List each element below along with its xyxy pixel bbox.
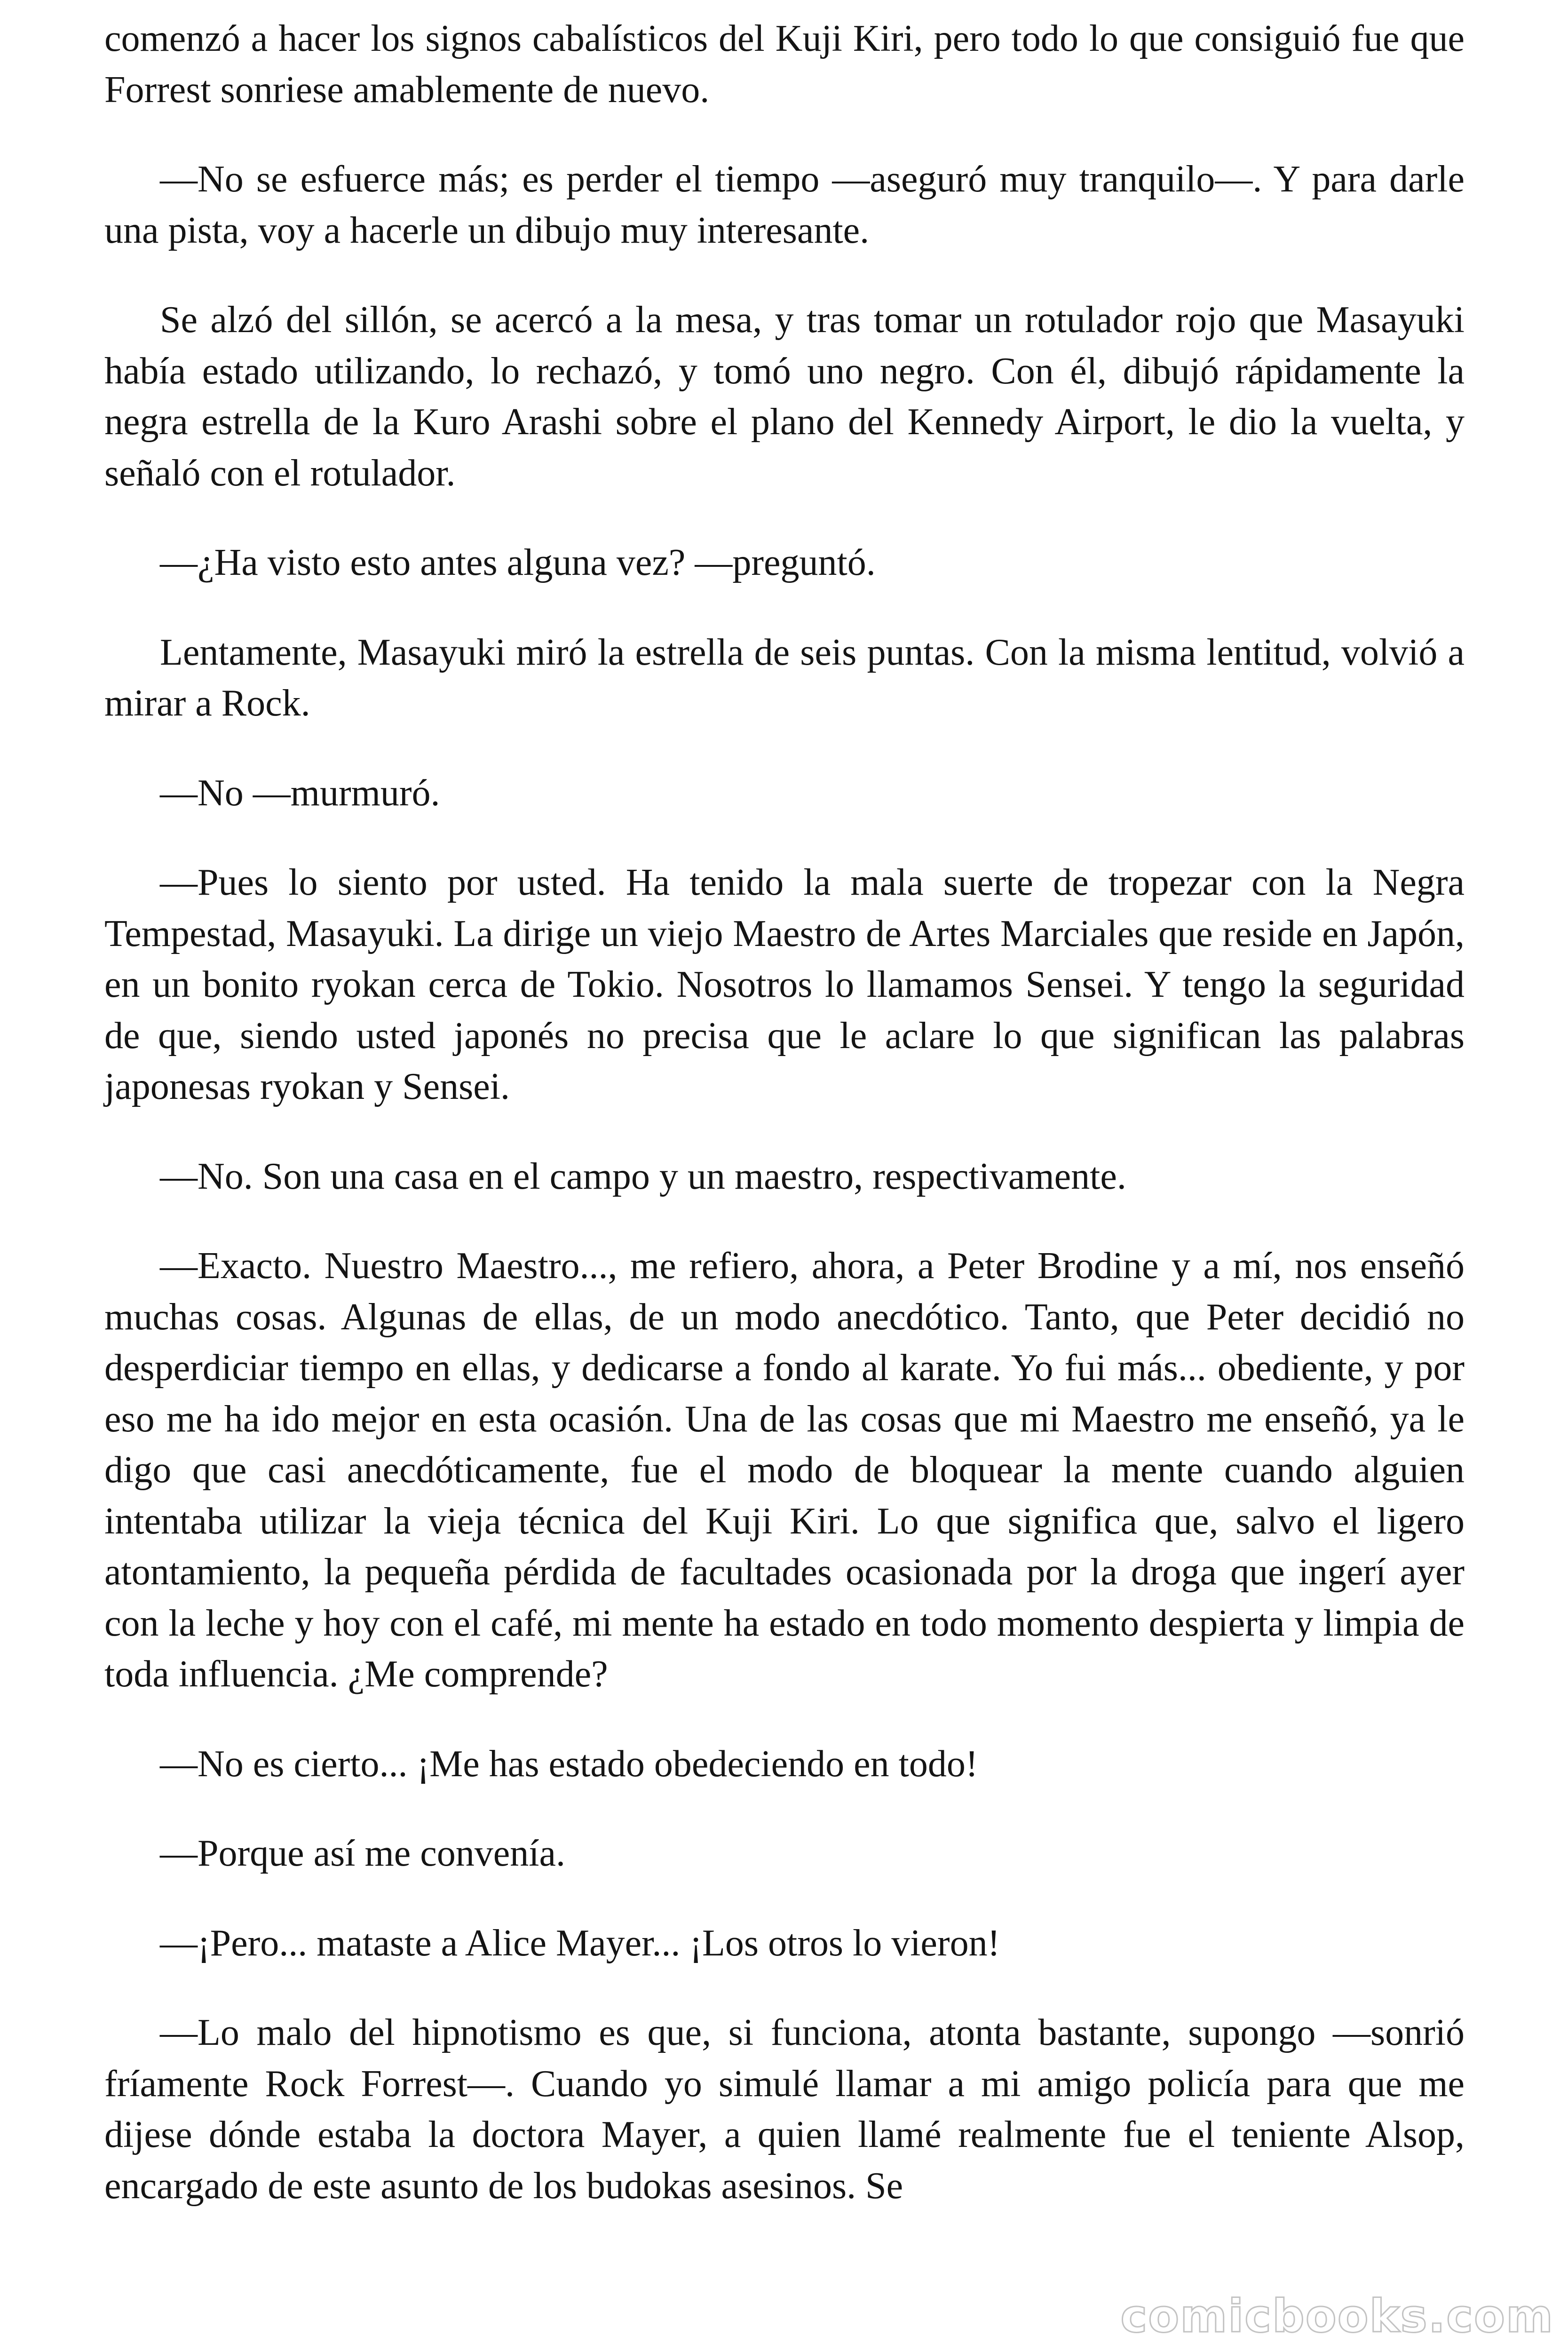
paragraph-dialogue: —¡Pero... mataste a Alice Mayer... ¡Los otros lo vieron! <box>160 1922 1000 1964</box>
paragraph-narration: Se alzó del sillón, se acercó a la mesa, y tras tomar un rotulador rojo que Masayuki había estado utilizando, lo rechazó, y tomó uno negro. Con él, dibujó rápidamente la negra estrella de la Kuro Arashi sobre el plano del Kennedy Airport, le dio la vuelta, y señaló con el rotulador. <box>104 299 1465 494</box>
paragraph-continuation: comenzó a hacer los signos cabalísticos del Kuji Kiri, pero todo lo que consiguió fue que Forrest sonriese amablemente de nuevo. <box>104 18 1465 111</box>
watermark-logo: comicbooks.com <box>1120 2290 1554 2343</box>
paragraph-dialogue: —Porque así me convenía. <box>160 1833 565 1874</box>
body-text <box>104 13 1465 2211</box>
paragraph-dialogue: —No es cierto... ¡Me has estado obedeciendo en todo! <box>160 1743 978 1785</box>
paragraph-dialogue: —Pues lo siento por usted. Ha tenido la mala suerte de tropezar con la Negra Tempestad, Masayuki. La dirige un viejo Maestro de Artes Marciales que reside en Japón, en un bonito ryokan cerca de Tokio. Nosotros lo llamamos Sensei. Y tengo la seguridad de que, siendo usted japonés no precisa que le aclare lo que significan las palabras japonesas ryokan y Sensei. <box>104 862 1465 1107</box>
paragraph-narration: Lentamente, Masayuki miró la estrella de seis puntas. Con la misma lentitud, volvió a mirar a Rock. <box>104 631 1465 724</box>
paragraph-dialogue: —Lo malo del hipnotismo es que, si funciona, atonta bastante, supongo —sonrió fríamente Rock Forrest—. Cuando yo simulé llamar a mi amigo policía para que me dijese dónde estaba la doctora Mayer, a quien llamé realmente fue el teniente Alsop, encargado de este asunto de los budokas asesinos. Se <box>104 2012 1465 2207</box>
paragraph-dialogue: —No. Son una casa en el campo y un maestro, respectivamente. <box>160 1155 1126 1197</box>
paragraph-dialogue: —Exacto. Nuestro Maestro..., me refiero, ahora, a Peter Brodine y a mí, nos enseñó muchas cosas. Algunas de ellas, de un modo anecdótico. Tanto, que Peter decidió no desperdiciar tiempo en ellas, y dedicarse a fondo al karate. Yo fui más... obediente, y por eso me ha ido mejor en esta ocasión. Una de las cosas que mi Maestro me enseñó, ya le digo que casi anecdóticamente, fue el modo de bloquear la mente cuando alguien intentaba utilizar la vieja técnica del Kuji Kiri. Lo que significa que, salvo el ligero atontamiento, la pequeña pérdida de facultades ocasionada por la droga que ingerí ayer con la leche y hoy con el café, mi mente ha estado en todo momento despierta y limpia de toda influencia. ¿Me comprende? <box>104 1245 1465 1695</box>
paragraph-dialogue: —¿Ha visto esto antes alguna vez? —preguntó. <box>160 542 876 583</box>
paragraph-dialogue: —No —murmuró. <box>160 772 440 814</box>
paragraph-dialogue: —No se esfuerce más; es perder el tiempo —aseguró muy tranquilo—. Y para darle una pista, voy a hacerle un dibujo muy interesante. <box>104 159 1465 251</box>
